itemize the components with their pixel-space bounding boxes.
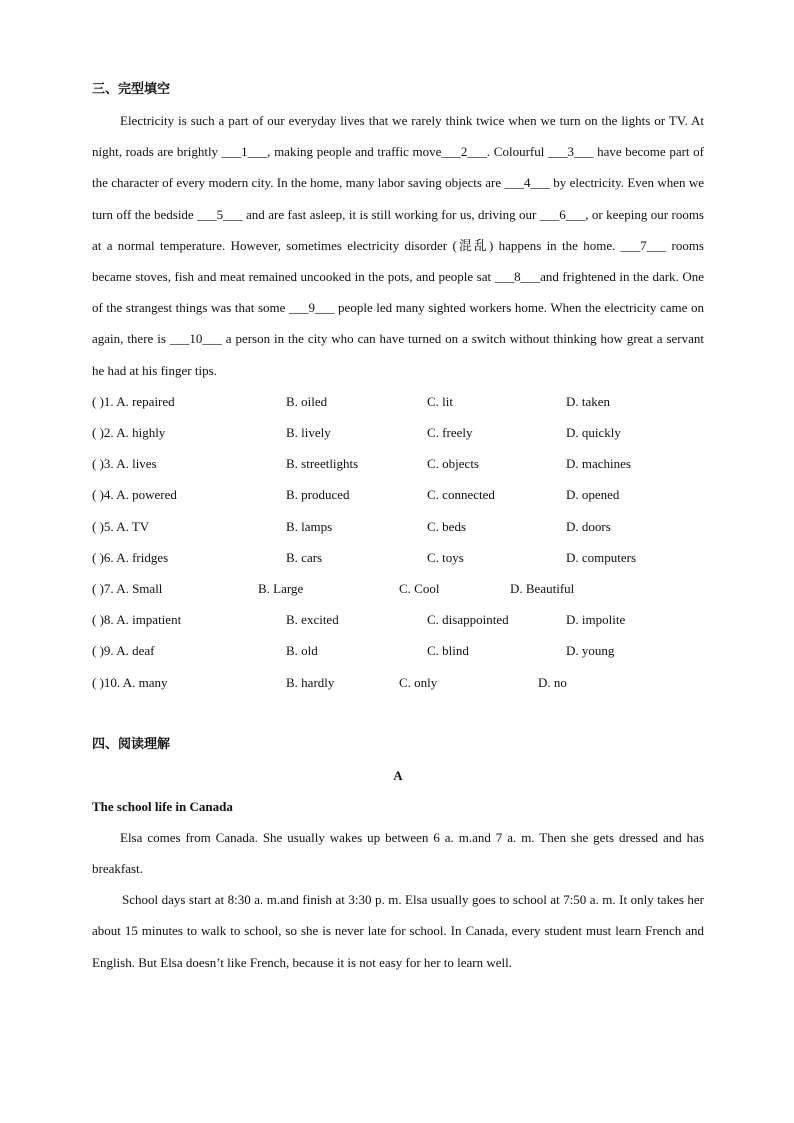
option-b: B. excited — [286, 612, 339, 628]
option-c: C. only — [399, 674, 438, 690]
option-d: D. machines — [566, 456, 631, 472]
option-b: B. Large — [258, 580, 304, 596]
option-d: D. impolite — [566, 612, 626, 628]
reading-paragraph-2: School days start at 8:30 a. m.and finish at 3:30 p. m. Elsa usually goes to school at 7:50 a. m. It only takes her about 15 minutes to walk to school, so she is never late for school. In Canada, every student must learn French and English. But Elsa doesn’t like French, because it is not easy for her to learn well. — [92, 892, 704, 970]
option-d: D. no — [538, 674, 567, 690]
option-b: B. produced — [286, 487, 350, 503]
option-b: B. lamps — [286, 518, 333, 534]
passage-letter: A — [393, 767, 403, 783]
question-row — [92, 448, 704, 479]
option-b: B. oiled — [286, 393, 328, 409]
question-stem: ( )7. A. Small — [92, 580, 163, 596]
option-c: C. connected — [427, 487, 495, 503]
question-row — [92, 511, 704, 542]
option-c: C. objects — [427, 456, 479, 472]
question-stem: ( )6. A. fridges — [92, 549, 169, 565]
option-b: B. old — [286, 643, 318, 659]
question-row — [92, 386, 704, 417]
document-page — [92, 74, 704, 978]
option-c: C. beds — [427, 518, 466, 534]
question-stem: ( )3. A. lives — [92, 456, 157, 472]
option-d: D. young — [566, 643, 615, 659]
spacer — [92, 698, 704, 729]
option-b: B. hardly — [286, 674, 335, 690]
option-d: D. computers — [566, 549, 637, 565]
section-heading-reading: 四、阅读理解 — [92, 736, 171, 752]
question-row — [92, 573, 704, 604]
question-stem: ( )9. A. deaf — [92, 643, 155, 659]
question-row — [92, 604, 704, 635]
section-heading-cloze: 三、完型填空 — [92, 82, 171, 97]
option-c: C. Cool — [399, 580, 440, 596]
cloze-passage: Electricity is such a part of our everyday lives that we rarely think twice when we turn on the lights or TV. At night, roads are brightly ___1___, making people and traffic move___2___. Colourful ___3___ have become part of the character of every modern city. In the home, many labor saving objects are ___4___ by electricity. Even when we turn off the bedside ___5___ and are fast asleep, it is still working for us, driving our ___6___, or keeping our rooms at a normal temperature. However, sometimes electricity disorder (混乱) happens in the home. ___7___ rooms became stoves, fish and meat remained uncooked in the pots, and people sat ___8___and frightened in the dark. One of the strangest things was that some ___9___ people led many sighted workers home. When the electricity came on again, there is ___10___ a person in the city who can have turned on a switch without thinking how great a servant he had at his finger tips. — [92, 113, 704, 378]
option-d: D. doors — [566, 518, 611, 534]
cloze-questions — [92, 386, 704, 698]
question-row — [92, 479, 704, 510]
question-stem: ( )8. A. impatient — [92, 612, 182, 628]
question-stem: ( )2. A. highly — [92, 425, 166, 441]
question-row — [92, 667, 704, 698]
option-d: D. taken — [566, 393, 611, 409]
question-stem: ( )10. A. many — [92, 674, 168, 690]
option-c: C. toys — [427, 549, 464, 565]
question-stem: ( )5. A. TV — [92, 518, 150, 534]
option-c: C. blind — [427, 643, 469, 659]
option-c: C. freely — [427, 425, 473, 441]
question-row — [92, 542, 704, 573]
option-b: B. lively — [286, 425, 331, 441]
option-d: D. quickly — [566, 425, 621, 441]
option-d: D. opened — [566, 487, 620, 503]
question-row — [92, 635, 704, 666]
question-stem: ( )4. A. powered — [92, 487, 177, 503]
question-row — [92, 417, 704, 448]
option-b: B. streetlights — [286, 456, 359, 472]
reading-paragraph-1: Elsa comes from Canada. She usually wakes up between 6 a. m.and 7 a. m. Then she gets dressed and has breakfast. — [92, 829, 704, 876]
passage-title: The school life in Canada — [92, 798, 233, 814]
option-b: B. cars — [286, 549, 323, 565]
option-c: C. lit — [427, 393, 454, 409]
option-d: D. Beautiful — [510, 580, 575, 596]
option-c: C. disappointed — [427, 612, 509, 628]
question-stem: ( )1. A. repaired — [92, 393, 175, 409]
